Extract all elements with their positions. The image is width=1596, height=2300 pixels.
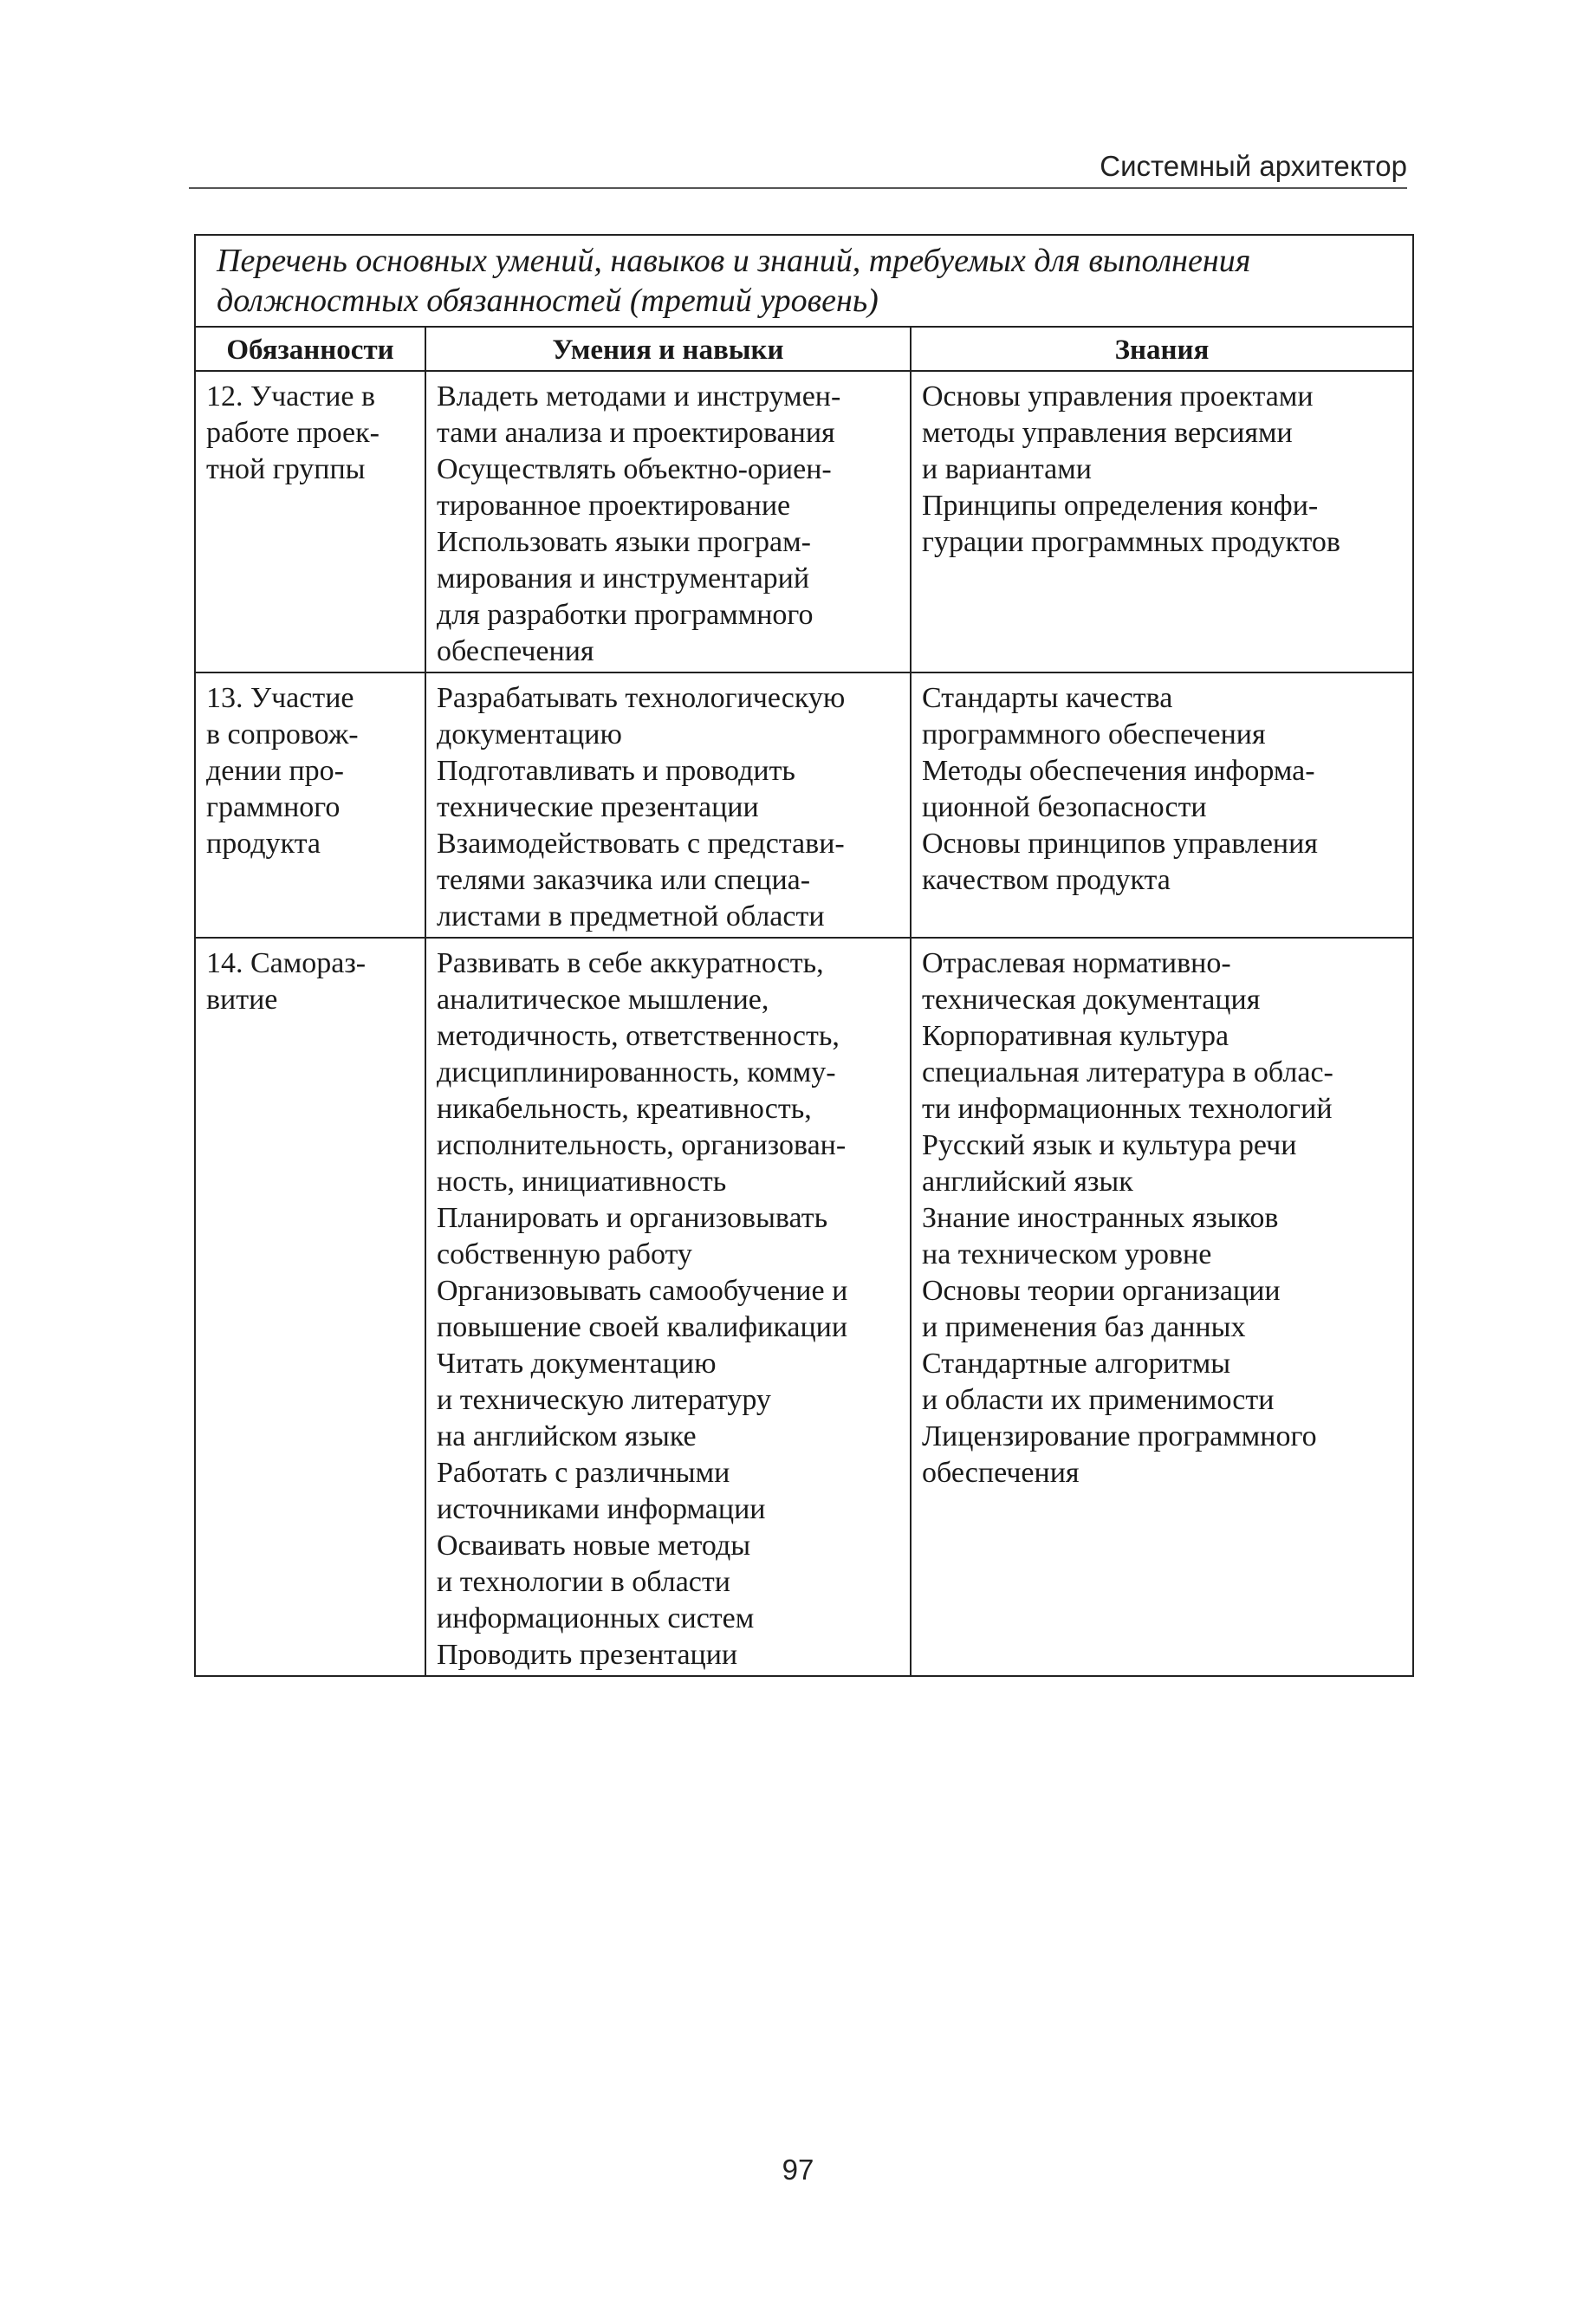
cell-line: в сопровож-: [206, 718, 359, 750]
skills-table: [194, 234, 1414, 1677]
header-rule: [189, 187, 1407, 189]
duty-cell: [195, 371, 425, 672]
cell-line: 12. Участие в: [206, 380, 376, 413]
table-row: [195, 672, 1413, 938]
knowledge-cell: [911, 371, 1413, 672]
cell-line: Основы принципов управления: [922, 828, 1318, 860]
running-head: Системный архитектор: [1100, 150, 1407, 182]
duty-cell: [195, 672, 425, 938]
cell-line: мирования и инструментарий: [437, 562, 810, 594]
cell-line: Владеть методами и инструмен-: [437, 380, 841, 413]
cell-line: аналитическое мышление,: [437, 984, 769, 1016]
cell-line: гурации программных продуктов: [922, 526, 1340, 558]
cell-line: Разрабатывать технологическую: [437, 682, 846, 714]
cell-line: Знание иностранных языков: [922, 1202, 1279, 1234]
cell-line: методы управления версиями: [922, 417, 1293, 449]
skills-cell: [425, 938, 911, 1676]
cell-line: информационных систем: [437, 1602, 755, 1634]
duty-cell: [195, 938, 425, 1676]
cell-line: и технологии в области: [437, 1566, 730, 1598]
column-header-skills: Умения и навыки: [425, 327, 911, 371]
cell-line: продукта: [206, 828, 321, 860]
knowledge-cell: [911, 938, 1413, 1676]
cell-line: Осваивать новые методы: [437, 1530, 751, 1562]
cell-line: собственную работу: [437, 1238, 692, 1270]
cell-line: программного обеспечения: [922, 718, 1266, 750]
table-caption-row: [195, 235, 1413, 327]
cell-line: источниками информации: [437, 1493, 766, 1525]
cell-line: для разработки программного: [437, 599, 814, 631]
cell-line: Планировать и организовывать: [437, 1202, 828, 1234]
table-caption: [195, 235, 1413, 327]
cell-line: 14. Самораз-: [206, 947, 367, 979]
cell-line: тной группы: [206, 453, 366, 485]
cell-line: работе проек-: [206, 417, 380, 449]
column-header-knowledge: Знания: [911, 327, 1413, 371]
cell-line: Работать с различными: [437, 1457, 730, 1489]
cell-line: витие: [206, 984, 278, 1016]
cell-line: Организовывать самообучение и: [437, 1275, 848, 1307]
cell-line: качеством продукта: [922, 864, 1171, 896]
cell-line: исполнительность, организован-: [437, 1129, 847, 1161]
cell-line: Читать документацию: [437, 1348, 717, 1380]
cell-line: на английском языке: [437, 1420, 697, 1452]
cell-line: никабельность, креативность,: [437, 1093, 812, 1125]
cell-line: и применения баз данных: [922, 1311, 1246, 1343]
cell-line: Лицензирование программного: [922, 1420, 1317, 1452]
cell-line: дении про-: [206, 755, 344, 787]
cell-line: Стандарты качества: [922, 682, 1173, 714]
cell-line: дисциплинированность, комму-: [437, 1056, 836, 1088]
cell-line: ти информационных технологий: [922, 1093, 1333, 1125]
cell-line: Русский язык и культура речи: [922, 1129, 1297, 1161]
cell-line: и техническую литературу: [437, 1384, 771, 1416]
cell-line: тированное проектирование: [437, 490, 791, 522]
skills-cell: [425, 371, 911, 672]
knowledge-cell: [911, 672, 1413, 938]
cell-line: листами в предметной области: [437, 900, 825, 932]
cell-line: Развивать в себе аккуратность,: [437, 947, 824, 979]
caption-line: должностных обязанностей (третий уровень): [217, 283, 879, 319]
cell-line: ционной безопасности: [922, 791, 1207, 823]
cell-line: Взаимодействовать с представи-: [437, 828, 845, 860]
cell-line: технические презентации: [437, 791, 759, 823]
caption-line: Перечень основных умений, навыков и знаний, требуемых для выполнения: [217, 243, 1251, 279]
cell-line: Стандартные алгоритмы: [922, 1348, 1231, 1380]
cell-line: Подготавливать и проводить: [437, 755, 795, 787]
page-number: 97: [782, 2154, 814, 2186]
cell-line: Принципы определения конфи-: [922, 490, 1319, 522]
cell-line: Основы управления проектами: [922, 380, 1314, 413]
cell-line: и области их применимости: [922, 1384, 1275, 1416]
cell-line: Основы теории организации: [922, 1275, 1281, 1307]
cell-line: тами анализа и проектирования: [437, 417, 835, 449]
cell-line: Проводить презентации: [437, 1639, 738, 1671]
cell-line: методичность, ответственность,: [437, 1020, 840, 1052]
table-row: [195, 938, 1413, 1676]
cell-line: специальная литература в облас-: [922, 1056, 1333, 1088]
cell-line: Использовать языки програм-: [437, 526, 811, 558]
cell-line: обеспечения: [437, 635, 594, 667]
cell-line: 13. Участие: [206, 682, 354, 714]
cell-line: Методы обеспечения информа-: [922, 755, 1315, 787]
cell-line: на техническом уровне: [922, 1238, 1212, 1270]
cell-line: Отраслевая нормативно-: [922, 947, 1231, 979]
table-header-row: [195, 327, 1413, 371]
cell-line: Корпоративная культура: [922, 1020, 1229, 1052]
table-row: [195, 371, 1413, 672]
cell-line: телями заказчика или специа-: [437, 864, 811, 896]
cell-line: Осуществлять объектно-ориен-: [437, 453, 832, 485]
cell-line: и вариантами: [922, 453, 1092, 485]
cell-line: повышение своей квалификации: [437, 1311, 848, 1343]
cell-line: граммного: [206, 791, 341, 823]
cell-line: обеспечения: [922, 1457, 1080, 1489]
skills-cell: [425, 672, 911, 938]
cell-line: английский язык: [922, 1166, 1133, 1198]
cell-line: техническая документация: [922, 984, 1261, 1016]
column-header-duties: Обязанности: [195, 327, 425, 371]
cell-line: ность, инициативность: [437, 1166, 727, 1198]
cell-line: документацию: [437, 718, 622, 750]
